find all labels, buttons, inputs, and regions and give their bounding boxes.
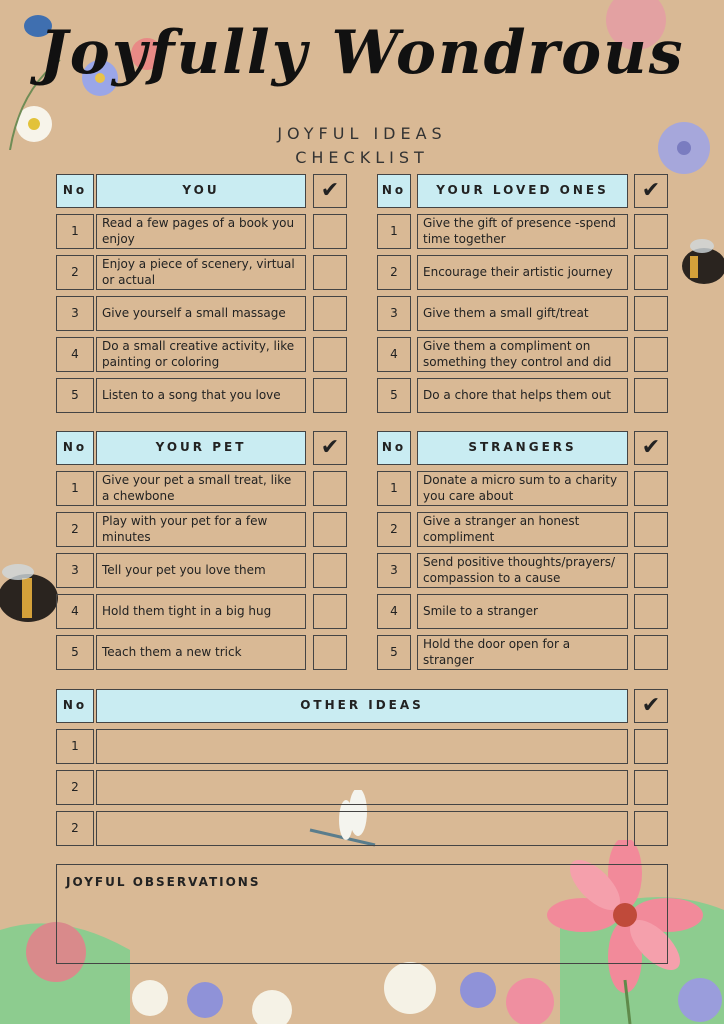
loved-row-number: 5 [377, 378, 411, 413]
strangers-row-text[interactable]: Donate a micro sum to a charity you care about [417, 471, 628, 506]
loved-row-checkbox[interactable] [634, 214, 668, 249]
pet-row-number: 3 [56, 553, 94, 588]
you-row-number: 1 [56, 214, 94, 249]
strangers-row-checkbox[interactable] [634, 553, 668, 588]
pet-row-number: 4 [56, 594, 94, 629]
loved-row-number: 3 [377, 296, 411, 331]
pet-row-number: 2 [56, 512, 94, 547]
strangers-row-text[interactable]: Hold the door open for a stranger [417, 635, 628, 670]
other-row-checkbox[interactable] [634, 770, 668, 805]
pet-title-header: YOUR PET [96, 431, 306, 465]
strangers-row-checkbox[interactable] [634, 512, 668, 547]
strangers-title-header: STRANGERS [417, 431, 628, 465]
you-row-text[interactable]: Give yourself a small massage [96, 296, 306, 331]
other-title-header: OTHER IDEAS [96, 689, 628, 723]
loved-row-checkbox[interactable] [634, 255, 668, 290]
loved-row-number: 1 [377, 214, 411, 249]
strangers-row-checkbox[interactable] [634, 635, 668, 670]
loved-row-text[interactable]: Do a chore that helps them out [417, 378, 628, 413]
other-row-number: 1 [56, 729, 94, 764]
loved-title-header: YOUR LOVED ONES [417, 174, 628, 208]
loved-row-text[interactable]: Give them a compliment on something they control and did [417, 337, 628, 372]
strangers-check-header-icon: ✔ [634, 431, 668, 465]
strangers-row-number: 1 [377, 471, 411, 506]
page-title: Joyfully Wondrous [39, 18, 685, 88]
subtitle-line-2: CHECKLIST [295, 148, 429, 167]
loved-no-header: No [377, 174, 411, 208]
other-row-text[interactable] [96, 811, 628, 846]
other-row-number: 2 [56, 770, 94, 805]
pet-row-text[interactable]: Teach them a new trick [96, 635, 306, 670]
subtitle-line-1: JOYFUL IDEAS [277, 124, 447, 143]
joyful-observations-box[interactable] [56, 864, 668, 964]
observations-label: JOYFUL OBSERVATIONS [66, 875, 261, 889]
pet-no-header: No [56, 431, 94, 465]
loved-row-number: 2 [377, 255, 411, 290]
other-row-checkbox[interactable] [634, 729, 668, 764]
you-row-text[interactable]: Listen to a song that you love [96, 378, 306, 413]
strangers-row-number: 2 [377, 512, 411, 547]
you-row-checkbox[interactable] [313, 296, 347, 331]
loved-check-header-icon: ✔ [634, 174, 668, 208]
you-row-text[interactable]: Read a few pages of a book you enjoy [96, 214, 306, 249]
loved-row-text[interactable]: Give them a small gift/treat [417, 296, 628, 331]
strangers-row-checkbox[interactable] [634, 594, 668, 629]
pet-row-checkbox[interactable] [313, 635, 347, 670]
pet-row-checkbox[interactable] [313, 594, 347, 629]
pet-row-checkbox[interactable] [313, 553, 347, 588]
you-row-number: 4 [56, 337, 94, 372]
you-no-header: No [56, 174, 94, 208]
loved-row-number: 4 [377, 337, 411, 372]
pet-check-header-icon: ✔ [313, 431, 347, 465]
you-row-checkbox[interactable] [313, 214, 347, 249]
loved-row-checkbox[interactable] [634, 378, 668, 413]
pet-row-text[interactable]: Play with your pet for a few minutes [96, 512, 306, 547]
you-title-header: YOU [96, 174, 306, 208]
strangers-row-number: 5 [377, 635, 411, 670]
loved-row-checkbox[interactable] [634, 296, 668, 331]
you-row-number: 5 [56, 378, 94, 413]
loved-row-text[interactable]: Encourage their artistic journey [417, 255, 628, 290]
strangers-no-header: No [377, 431, 411, 465]
you-check-header-icon: ✔ [313, 174, 347, 208]
other-no-header: No [56, 689, 94, 723]
strangers-row-text[interactable]: Give a stranger an honest compliment [417, 512, 628, 547]
strangers-row-number: 4 [377, 594, 411, 629]
pet-row-number: 5 [56, 635, 94, 670]
you-row-text[interactable]: Enjoy a piece of scenery, virtual or actual [96, 255, 306, 290]
you-row-number: 3 [56, 296, 94, 331]
loved-row-checkbox[interactable] [634, 337, 668, 372]
pet-row-text[interactable]: Tell your pet you love them [96, 553, 306, 588]
you-row-checkbox[interactable] [313, 337, 347, 372]
you-row-checkbox[interactable] [313, 255, 347, 290]
strangers-row-number: 3 [377, 553, 411, 588]
bee-illustration-right [660, 228, 724, 308]
you-row-checkbox[interactable] [313, 378, 347, 413]
pet-row-text[interactable]: Give your pet a small treat, like a chewbone [96, 471, 306, 506]
loved-row-text[interactable]: Give the gift of presence -spend time together [417, 214, 628, 249]
you-row-text[interactable]: Do a small creative activity, like painting or coloring [96, 337, 306, 372]
pet-row-number: 1 [56, 471, 94, 506]
pet-row-checkbox[interactable] [313, 512, 347, 547]
pet-row-text[interactable]: Hold them tight in a big hug [96, 594, 306, 629]
strangers-row-text[interactable]: Send positive thoughts/prayers/ compassion to a cause [417, 553, 628, 588]
other-check-header-icon: ✔ [634, 689, 668, 723]
other-row-checkbox[interactable] [634, 811, 668, 846]
other-row-text[interactable] [96, 770, 628, 805]
other-row-number: 2 [56, 811, 94, 846]
other-row-text[interactable] [96, 729, 628, 764]
pet-row-checkbox[interactable] [313, 471, 347, 506]
strangers-row-checkbox[interactable] [634, 471, 668, 506]
you-row-number: 2 [56, 255, 94, 290]
strangers-row-text[interactable]: Smile to a stranger [417, 594, 628, 629]
